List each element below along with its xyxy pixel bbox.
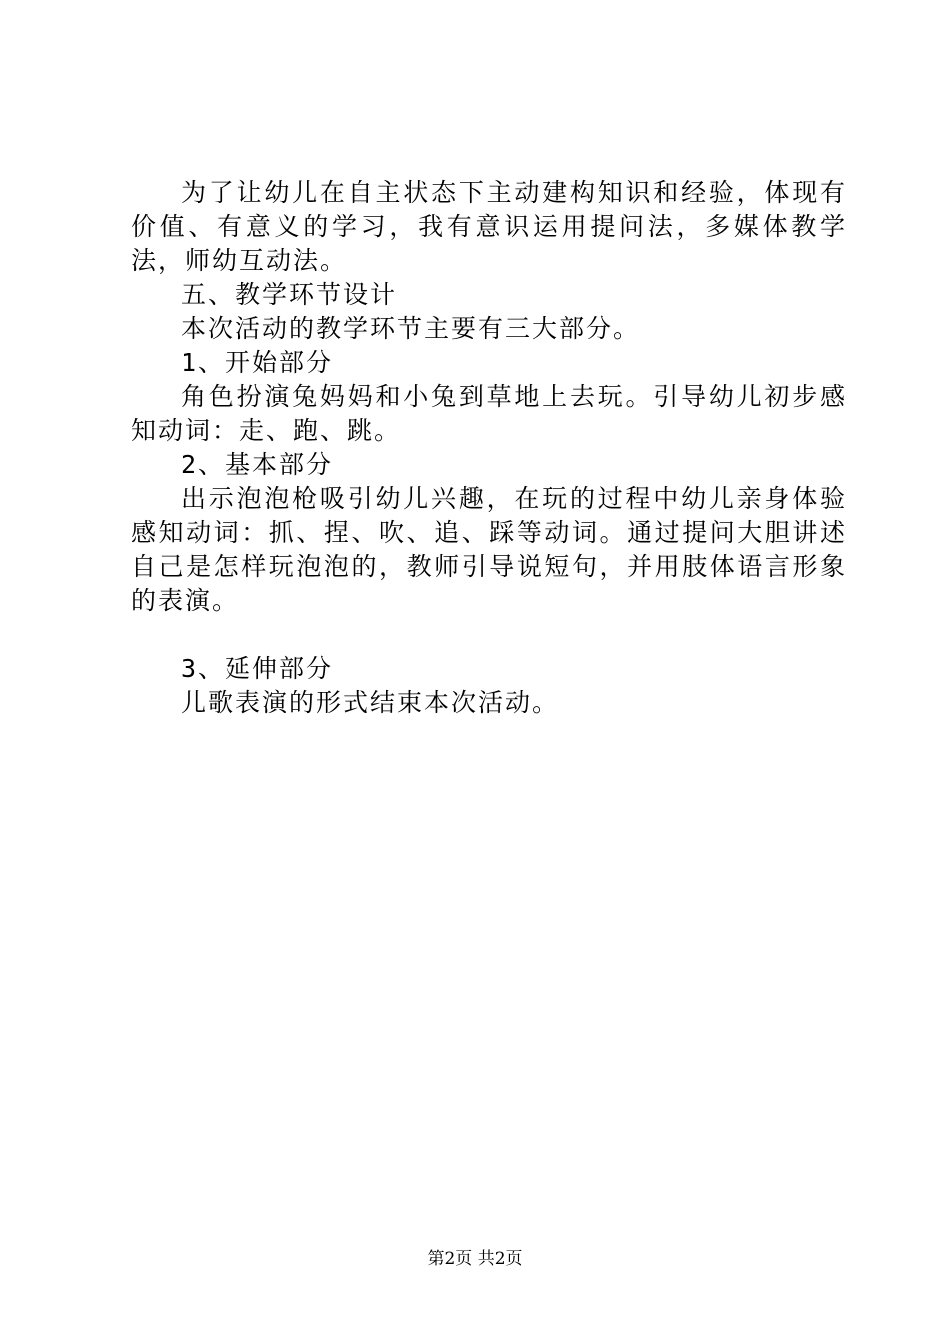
heading-extension-section: 3、延伸部分: [181, 654, 334, 683]
blank-line: [131, 618, 847, 652]
paragraph-teaching-methods: 为了让幼儿在自主状态下主动建构知识和经验，体现有价值、有意义的学习，我有意识运用提问法，多媒体教学法，师幼互动法。: [131, 178, 847, 275]
paragraph-basic: 出示泡泡枪吸引幼儿兴趣，在玩的过程中幼儿亲身体验感知动词：抓、捏、吹、追、踩等动词。通过提问大胆讲述自己是怎样玩泡泡的，教师引导说短句，并用肢体语言形象的表演。: [131, 484, 847, 615]
heading-basic-section: 2、基本部分: [181, 450, 334, 479]
heading-teaching-design: 五、教学环节设计: [181, 280, 398, 309]
document-body: [131, 176, 847, 720]
paragraph-extension: 儿歌表演的形式结束本次活动。: [181, 688, 560, 717]
heading-opening-section: 1、开始部分: [181, 348, 334, 377]
paragraph-opening: 角色扮演兔妈妈和小兔到草地上去玩。引导幼儿初步感知动词：走、跑、跳。: [131, 382, 847, 445]
page-number-footer: 第2页 共2页: [427, 1249, 523, 1269]
paragraph-overview: 本次活动的教学环节主要有三大部分。: [181, 314, 641, 343]
